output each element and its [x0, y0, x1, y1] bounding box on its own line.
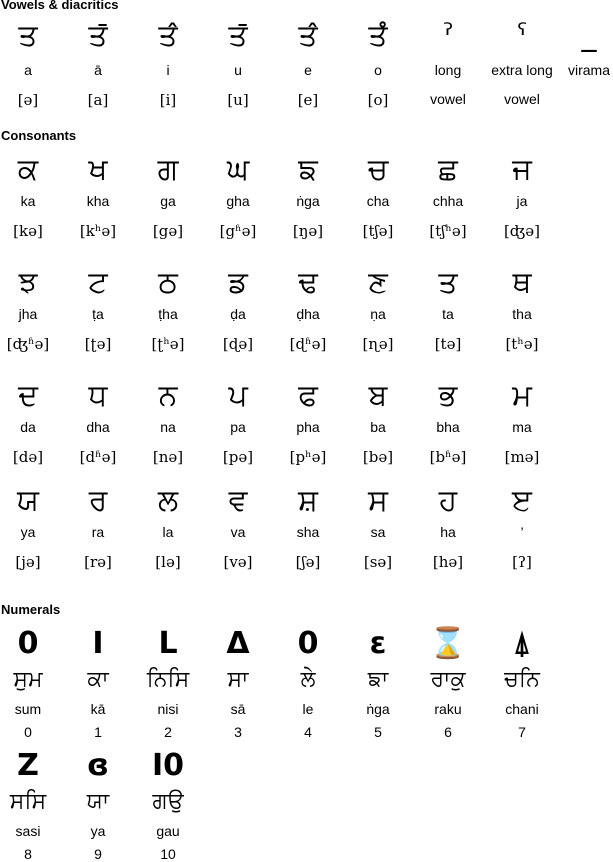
consonant-latin: ḍha: [296, 306, 320, 322]
consonant-latin: ḍa: [230, 306, 246, 322]
vowel-latin: extra long: [491, 62, 553, 78]
numeral-value: 0: [24, 724, 32, 740]
consonant-ipa: [lə]: [155, 553, 181, 571]
vowel-glyph: ਤ̂: [298, 18, 318, 53]
vowel-glyph: ਤ̊: [368, 18, 388, 53]
vowel-ipa: [i]: [159, 91, 177, 109]
numeral-word: ਗਉ: [152, 789, 184, 814]
consonant-glyph: ਝ: [18, 265, 38, 300]
vowel-glyph: ˁ: [516, 18, 528, 53]
vowel-glyph: ਤ̂: [158, 18, 178, 53]
consonant-glyph: ਣ: [368, 265, 388, 300]
vowel-latin: a: [24, 62, 32, 78]
consonant-latin: ’: [520, 524, 524, 540]
vowel-latin: e: [304, 62, 312, 78]
consonant-ipa: [gə]: [152, 222, 184, 240]
vowel-ipa: [a]: [87, 91, 109, 109]
consonant-ipa: [ɖə]: [222, 335, 254, 353]
consonant-ipa: [ʤə]: [503, 222, 541, 240]
numeral-value: 2: [164, 724, 172, 740]
consonant-latin: la: [162, 524, 174, 540]
consonant-ipa: [hə]: [432, 553, 464, 571]
vowel-latin: virama: [567, 62, 610, 78]
consonant-latin: ta: [442, 306, 454, 322]
consonant-ipa: [sə]: [363, 553, 393, 571]
consonant-glyph: ਗ: [157, 152, 179, 187]
numeral-value: 6: [444, 724, 452, 740]
vowel-glyph: ˀ: [442, 18, 454, 53]
section-title-vowels: Vowels & diacritics: [1, 0, 119, 12]
consonant-latin: ja: [516, 193, 528, 209]
consonant-latin: gha: [226, 193, 250, 209]
consonant-ipa: [tʰə]: [505, 335, 539, 353]
consonant-glyph: ਲ: [157, 483, 179, 518]
vowel-glyph: ਤ̄: [228, 18, 248, 53]
consonant-glyph: ਦ: [18, 378, 38, 413]
vowel-latin: o: [374, 62, 382, 78]
consonant-ipa: [nə]: [152, 448, 184, 466]
consonant-glyph: ਕ: [17, 152, 39, 187]
numeral-digit: ɞ: [87, 748, 109, 783]
consonant-glyph: ਪ: [228, 378, 248, 413]
consonant-glyph: ਛ: [438, 152, 458, 187]
numeral-digit: Δ: [226, 626, 250, 661]
numeral-latin: sum: [14, 701, 42, 717]
numeral-value: 8: [24, 846, 32, 862]
numeral-digit: I: [92, 626, 104, 661]
numeral-latin: nisi: [157, 701, 179, 717]
numeral-value: 4: [304, 724, 312, 740]
consonant-ipa: [ʃə]: [295, 553, 321, 571]
consonant-glyph: ਸ: [368, 483, 388, 518]
numeral-value: 7: [518, 724, 526, 740]
consonant-latin: da: [20, 419, 36, 435]
numeral-word: ਲੇ: [300, 667, 316, 692]
consonant-ipa: [mə]: [504, 448, 540, 466]
consonant-ipa: [tʃʰə]: [429, 222, 467, 240]
vowel-ipa: [ə]: [17, 91, 39, 109]
consonant-ipa: [rə]: [84, 553, 112, 571]
consonant-glyph: ਯ: [16, 483, 40, 518]
vowel-ipa: [o]: [367, 91, 389, 109]
numeral-value: 1: [94, 724, 102, 740]
consonant-ipa: [ʈə]: [84, 335, 112, 353]
consonant-glyph: ਖ: [88, 152, 108, 187]
numeral-digit: L: [158, 626, 178, 661]
vowel-latin: u: [234, 62, 242, 78]
section-title-consonants: Consonants: [1, 128, 77, 143]
consonant-latin: kha: [86, 193, 110, 209]
numeral-digit: ⍋: [513, 626, 531, 661]
numeral-latin: sā: [230, 701, 246, 717]
consonant-latin: sha: [296, 524, 320, 540]
consonant-latin: ra: [91, 524, 105, 540]
consonant-ipa: [pʰə]: [289, 448, 327, 466]
consonant-latin: ba: [370, 419, 386, 435]
numeral-latin: le: [302, 701, 314, 717]
numeral-latin: kā: [90, 701, 106, 717]
consonant-latin: sa: [370, 524, 386, 540]
consonant-ipa: [ʈʰə]: [151, 335, 185, 353]
consonant-latin: tha: [512, 306, 532, 322]
consonant-glyph: ਭ: [438, 378, 458, 413]
numeral-latin: sasi: [15, 823, 41, 839]
consonant-latin: ya: [20, 524, 36, 540]
vowel-glyph: _: [581, 18, 597, 53]
consonant-ipa: [ʔ]: [512, 553, 532, 571]
consonant-ipa: [bə]: [362, 448, 394, 466]
vowel-ipa: vowel: [430, 91, 466, 107]
consonant-ipa: [tə]: [434, 335, 462, 353]
numeral-value: 10: [160, 846, 176, 862]
consonant-latin: pa: [230, 419, 246, 435]
consonant-glyph: ਤ: [438, 265, 458, 300]
consonant-glyph: ਬ: [368, 378, 388, 413]
consonant-ipa: [də]: [12, 448, 44, 466]
vowel-ipa: [e]: [297, 91, 319, 109]
vowel-ipa: [u]: [227, 91, 249, 109]
consonant-latin: va: [230, 524, 246, 540]
consonant-latin: ma: [512, 419, 532, 435]
numeral-word: ਙਾ: [367, 667, 389, 692]
consonant-glyph: ਠ: [158, 265, 178, 300]
consonant-glyph: ਧ: [88, 378, 108, 413]
consonant-glyph: ਰ: [88, 483, 108, 518]
vowel-glyph: ਤ: [18, 18, 38, 53]
consonant-glyph: ਫ: [298, 378, 318, 413]
vowel-latin: i: [166, 62, 170, 78]
numeral-digit: 0: [17, 626, 39, 661]
vowel-latin: ā: [94, 62, 102, 78]
consonant-latin: ka: [20, 193, 36, 209]
consonant-ipa: [ɳə]: [362, 335, 394, 353]
numeral-word: ਰਾਕੁ: [430, 667, 466, 692]
consonant-latin: ha: [440, 524, 456, 540]
consonant-ipa: [ɖʱə]: [289, 335, 327, 353]
numeral-latin: chani: [505, 701, 539, 717]
consonant-ipa: [ŋə]: [292, 222, 324, 240]
numeral-word: ਸੁਮ: [13, 667, 43, 692]
consonant-ipa: [və]: [223, 553, 253, 571]
consonant-latin: chha: [432, 193, 464, 209]
consonant-latin: ṭa: [92, 306, 104, 322]
consonant-glyph: ਙ: [298, 152, 318, 187]
vowel-ipa: vowel: [504, 91, 540, 107]
numeral-word: ਸਾ: [227, 667, 249, 692]
consonant-ipa: [jə]: [15, 553, 41, 571]
numeral-word: ਸਸਿ: [9, 789, 47, 814]
numeral-value: 3: [234, 724, 242, 740]
consonant-ipa: [gʱə]: [219, 222, 257, 240]
consonant-ipa: [pə]: [222, 448, 254, 466]
consonant-ipa: [dʱə]: [79, 448, 117, 466]
numeral-word: ਯਾ: [86, 789, 110, 814]
consonant-glyph: ਥ: [512, 265, 532, 300]
consonant-glyph: ੲ: [512, 483, 532, 518]
numeral-latin: gau: [156, 823, 180, 839]
consonant-ipa: [bʱə]: [429, 448, 467, 466]
numeral-digit: I0: [151, 748, 185, 783]
section-title-numerals: Numerals: [1, 602, 61, 617]
consonant-glyph: ਚ: [367, 152, 389, 187]
consonant-ipa: [kə]: [13, 222, 43, 240]
consonant-latin: ṭha: [158, 306, 178, 322]
numeral-word: ਕਾ: [87, 667, 109, 692]
vowel-latin: long: [434, 62, 462, 78]
consonant-glyph: ਡ: [228, 265, 248, 300]
consonant-ipa: [ʤʱə]: [6, 335, 50, 353]
consonant-latin: ga: [160, 193, 176, 209]
consonant-glyph: ਜ: [512, 152, 532, 187]
numeral-latin: raku: [434, 701, 462, 717]
consonant-glyph: ਟ: [88, 265, 108, 300]
numeral-latin: ṅga: [366, 701, 390, 717]
consonant-ipa: [tʃə]: [362, 222, 394, 240]
numeral-digit: ⌛: [429, 626, 467, 661]
numeral-latin: ya: [90, 823, 106, 839]
consonant-glyph: ਮ: [512, 378, 532, 413]
consonant-latin: na: [160, 419, 176, 435]
numeral-word: ਨਿਸਿ: [146, 667, 190, 692]
numeral-word: ਚਨਿ: [504, 667, 540, 692]
numeral-digit: ɛ: [369, 626, 387, 661]
vowel-glyph: ਤ̄: [88, 18, 108, 53]
numeral-value: 5: [374, 724, 382, 740]
consonant-latin: dha: [86, 419, 110, 435]
consonant-glyph: ਹ: [438, 483, 458, 518]
consonant-ipa: [kʰə]: [79, 222, 117, 240]
numeral-value: 9: [94, 846, 102, 862]
consonant-latin: ṇa: [370, 306, 386, 322]
consonant-glyph: ਨ: [158, 378, 178, 413]
numeral-digit: 0: [297, 626, 319, 661]
consonant-glyph: ਢ: [298, 265, 318, 300]
consonant-latin: cha: [366, 193, 390, 209]
consonant-glyph: ਵ: [228, 483, 248, 518]
consonant-latin: jha: [18, 306, 38, 322]
consonant-latin: bha: [436, 419, 460, 435]
consonant-glyph: ਘ: [226, 152, 250, 187]
numeral-digit: Z: [17, 748, 39, 783]
consonant-latin: ṅga: [296, 193, 320, 209]
consonant-glyph: ਸ਼: [298, 483, 318, 518]
consonant-latin: pha: [296, 419, 320, 435]
